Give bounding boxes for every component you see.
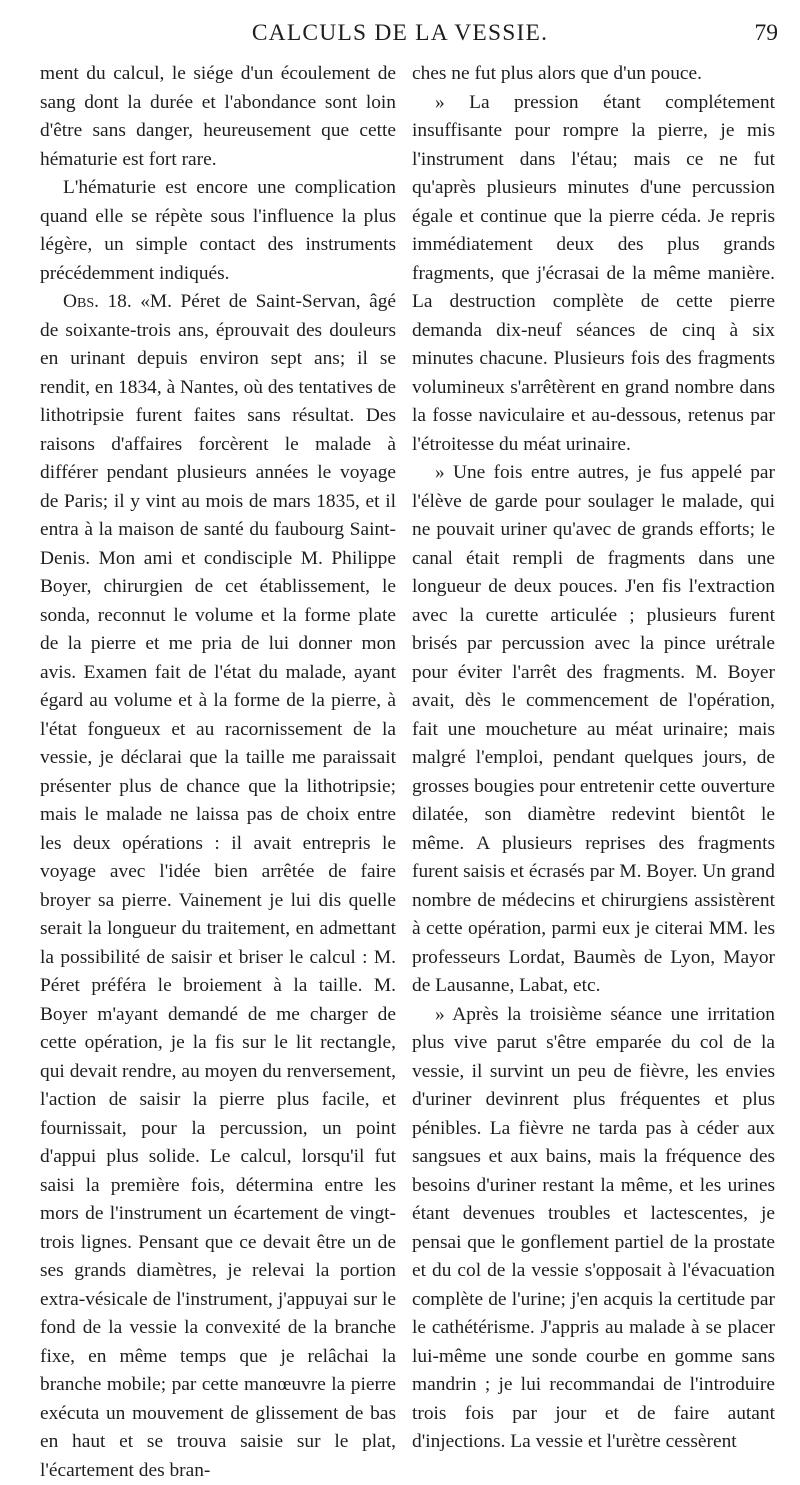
observation-text: «M. Péret de Saint-Servan, âgé de soixante-trois ans, éprouvait des douleurs en urinant depuis environ sept ans; il se rendit, en 1834, à Nantes, où des tentatives de lithotripsie furent faites sans résultat. Des raisons d'affaires forcèrent le malade à différer pendant plusieurs années le voyage de Paris; il y vint au mois de mars 1835, et il entra à la maison de santé du faubourg Saint-Denis. Mon ami et condisciple M. Philippe Boyer, chirurgien de cet établissement, le sonda, reconnut le volume et la forme plate de la pierre et me pria de lui donner mon avis. Examen fait de l'état du malade, ayant égard au volume et à la forme de la pierre, à l'état fongueux et au racornissement de la vessie, je déclarai que la taille me paraissait présenter plus de chance que la lithotripsie; mais le malade ne laissa pas de choix entre les deux opérations : il avait entrepris le voyage avec l'idée bien arrêtée de faire broyer sa pierre. Vainement je lui dis quelle serait la longueur du traitement, en admettant la possibilité de saisir et briser le calcul : M. Péret préféra le broiement à la taille. M. Boyer m'ayant demandé de me charger de cette opération, je la fis sur le lit rectangle, qui devait rendre, au moyen du renversement, l'action de saisir la pierre plus facile, et fournissait, pour la percussion, un point d'appui plus solide. Le calcul, lorsqu'il fut saisi la première fois, détermina entre les mors de l'instrument un écartement de vingt-trois lignes. Pensant que ce devait être un de ses grands diamètres, je relevai la portion extra-vésicale de l'instrument, j'appuyai sur le fond de la vessie la convexité de la branche fixe, en même temps que je relâchai la branche mobile; par cette manœuvre la pierre exécuta un mouvement de glissement de bas en haut et se trouva saisie sur le plat, l'écartement des bran- <box>40 291 396 1481</box>
paragraph-troisieme-seance: » Après la troisième séance une irritation plus vive parut s'être emparée du col de la vessie, il survint un peu de fièvre, les envies d'uriner devinrent plus fréquentes et plus pénibles. La fièvre ne tarda pas à céder aux sangsues et aux bains, mais la fréquence des besoins d'uriner restant la même, et les urines étant devenues troubles et lactescentes, je pensai que le gonflement partiel de la prostate et du col de la vessie s'opposait à l'évacuation complète de l'urine; j'en acquis la certitude par le cathétérisme. J'appris au malade à se placer lui-même une sonde courbe en gomme sans mandrin ; je lui recommandai de l'introduire trois fois par jour et de faire autant d'injections. La vessie et l'urètre cessèrent <box>412 1003 775 1452</box>
right-column <box>412 60 775 1457</box>
page-header <box>0 20 800 54</box>
paragraph-observation-18 <box>40 288 396 1485</box>
observation-label: Obs. 18. <box>63 291 132 312</box>
page-number: 79 <box>754 20 778 46</box>
paragraph-continuation: ches ne fut plus alors que d'un pouce. <box>412 63 702 84</box>
running-title: CALCULS DE LA VESSIE. <box>251 20 549 46</box>
paragraph-une-fois: » Une fois entre autres, je fus appelé par l'élève de garde pour soulager le malade, qui ne pouvait uriner qu'avec de grands efforts; le canal était rempli de fragments dans une longueur de deux pouces. J'en fis l'extraction avec la curette articulée ; plusieurs furent brisés par percussion avec la pince urétrale pour éviter l'arrêt des fragments. M. Boyer avait, dès le commencement de l'opération, fait une moucheture au méat urinaire; mais malgré l'emploi, pendant quelques jours, de grosses bougies pour entretenir cette ouverture dilatée, son diamètre redevint bientôt le même. A plusieurs reprises des fragments furent saisis et écrasés par M. Boyer. Un grand nombre de médecins et chirurgiens assistèrent à cette opération, parmi eux je citerai MM. les professeurs Lordat, Baumès de Lyon, Mayor de Lausanne, Labat, etc. <box>412 462 775 996</box>
paragraph-hematurie: L'hématurie est encore une complication quand elle se répète sous l'influence la plus légère, un simple contact des instruments précédemment indiqués. <box>40 177 396 284</box>
paragraph-pression: » La pression étant complétement insuffisante pour rompre la pierre, je mis l'instrument dans l'étau; mais ce ne fut qu'après plusieurs minutes d'une percussion égale et continue que la pierre céda. Je repris immédiatement deux des plus grands fragments, que j'écrasai de la même manière. La destruction complète de cette pierre demanda dix-neuf séances de cinq à six minutes chacune. Plusieurs fois des fragments volumineux s'arrêtèrent en grand nombre dans la fosse naviculaire et au-dessous, retenus par l'étroitesse du méat urinaire. <box>412 91 775 455</box>
left-column <box>40 60 396 1485</box>
paragraph-continuation: ment du calcul, le siége d'un écoulement de sang dont la durée et l'abondance sont loin d'être sans danger, heureusement que cette hématurie est fort rare. <box>40 63 396 170</box>
